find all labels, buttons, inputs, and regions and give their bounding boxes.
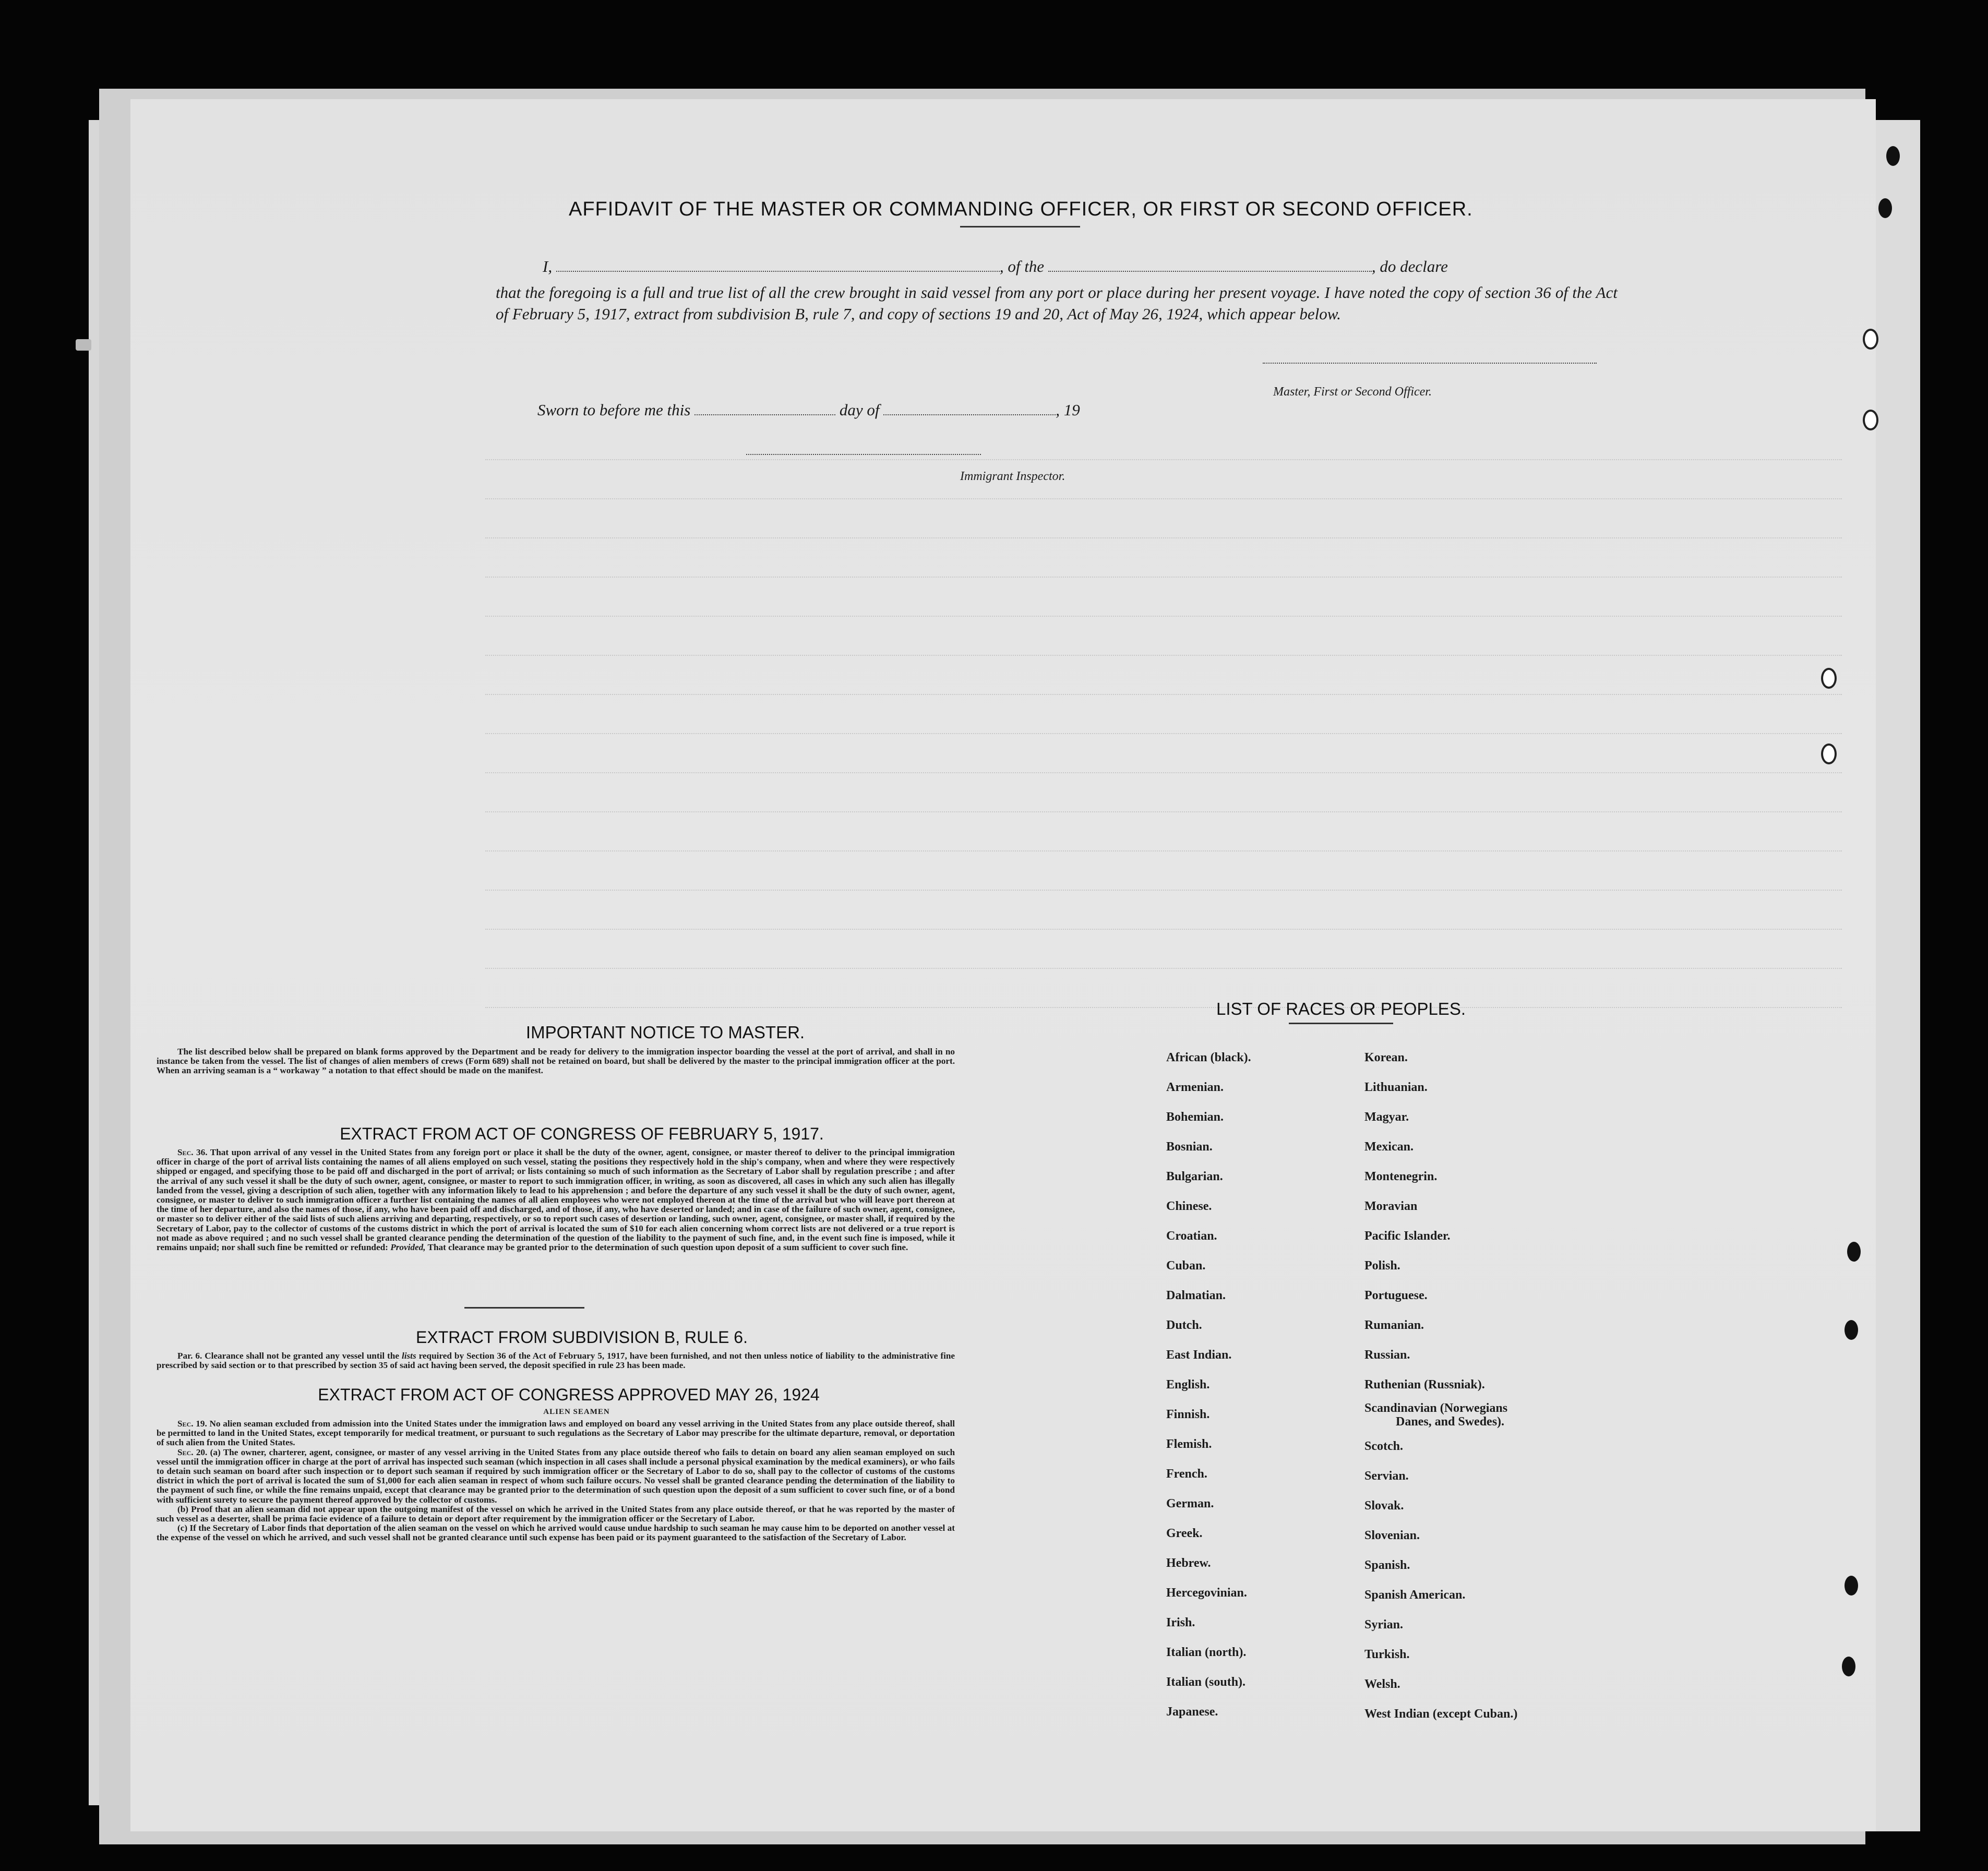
paper-tab	[76, 339, 91, 351]
notice-body: The list described below shall be prepared on blank forms approved by the Department and be ready for delivery to the immigration inspector boarding the vessel at the port of arrival, and shall in no instance be taken from the vessel. The list of changes of alien members of crews (Form 689) shall not be retained on board, but shall be delivered by the master to the principal immigration officer at the port. When an arriving seaman is a “ workaway ” a notation to that effect should be made on the manifest.	[157, 1047, 955, 1076]
affidavit-title: AFFIDAVIT OF THE MASTER OR COMMANDING OFFICER, OR FIRST OR SECOND OFFICER.	[569, 198, 1473, 220]
extract-rule6-body	[157, 1351, 955, 1370]
race-item: Japanese.	[1166, 1705, 1218, 1719]
race-item: Lithuanian.	[1364, 1081, 1428, 1094]
name-blank[interactable]	[556, 271, 1000, 272]
race-item: English.	[1166, 1378, 1210, 1392]
bleed-through-rows	[485, 459, 1842, 1046]
race-item: Chinese.	[1166, 1200, 1212, 1213]
rule6-text-pre: Par. 6. Clearance shall not be granted any vessel until the	[177, 1351, 399, 1361]
proviso-label: Provided,	[390, 1242, 426, 1253]
extract-rule6-title: EXTRACT FROM SUBDIVISION B, RULE 6.	[416, 1328, 748, 1347]
binding-hole	[1821, 668, 1837, 689]
race-item	[1364, 1399, 1517, 1431]
race-item: West Indian (except Cuban.)	[1364, 1707, 1518, 1721]
title-rule	[960, 226, 1080, 227]
race-item: French.	[1166, 1467, 1207, 1481]
race-item: Magyar.	[1364, 1110, 1409, 1124]
race-item: Russian.	[1364, 1348, 1410, 1362]
section-20a	[157, 1448, 955, 1505]
race-item: Italian (south).	[1166, 1675, 1246, 1689]
section-19	[157, 1419, 955, 1448]
extract-1917-body	[157, 1148, 955, 1252]
proviso-text: That clearance may be granted prior to the determination of such question upon deposit of a sum sufficient to cover such fine.	[427, 1242, 908, 1253]
race-item: Slovak.	[1364, 1499, 1404, 1513]
affidavit-paragraph: that the foregoing is a full and true list of all the crew brought in said vessel from any port or place during her present voyage. I have noted the copy of section 36 of the Act of February 5, 1917, extract from subdivision B, rule 7, and copy of sections 19 and 20, Act of May 26, 1924, which appear below.	[496, 283, 1618, 323]
races-title: LIST OF RACES OR PEOPLES.	[1216, 999, 1466, 1018]
section-20b: (b) Proof that an alien seaman did not appear upon the outgoing manifest of the vessel on which he arrived in the United States from any place outside thereof, or that he was reported by the master of such vessel as a deserter, shall be prima facie evidence of a failure to detain or deport after requirement by the immigration officer or the Secretary of Labor.	[157, 1504, 955, 1524]
day-blank[interactable]	[694, 414, 835, 415]
race-item: Flemish.	[1166, 1437, 1212, 1451]
section-20-label: Sec. 20.	[177, 1447, 208, 1457]
race-item: Spanish.	[1364, 1558, 1410, 1572]
sworn-year: , 19	[1056, 401, 1080, 419]
race-item: Cuban.	[1166, 1259, 1206, 1273]
race-item: Scotch.	[1364, 1440, 1403, 1453]
binding-hole	[1847, 1242, 1861, 1262]
race-item: Rumanian.	[1364, 1318, 1424, 1332]
month-blank[interactable]	[883, 414, 1056, 415]
race-item: Italian (north).	[1166, 1646, 1247, 1659]
race-item: African (black).	[1166, 1051, 1251, 1064]
race-item: Korean.	[1364, 1051, 1408, 1064]
binding-hole	[1878, 198, 1892, 218]
section-36-text: That upon arrival of any vessel in the United States from any foreign port or place it shall be the duty of the owner, agent, consignee, or master thereof to deliver to the principal immigration officer in charge of the port of arrival lists containing the names of all aliens employed on such vessel, stating the positions they respectively hold in the ship's company, when and where they were respectively shipped or engaged, and specifying those to be paid off and discharged in the port of arrival; or lists containing so much of such information as the Secretary of Labor shall by regulation prescribe ; and after the arrival of any such vessel it shall be the duty of such owner, agent, consignee, or master to report to such immigration officer, in writing, as soon as discovered, all cases in which any such alien has illegally landed from the vessel, giving a description of such alien, together with any information likely to lead to his apprehension ; and before the departure of any such vessel it shall be the duty of such owner, agent, consignee, or master to deliver to such immigration officer a further list containing the names of all alien employees who were not employed thereon at the time of the arrival but who will leave port thereon at the time of her departure, and also the names of those, if any, who have been paid off and discharged, and of those, if any, who have deserted or landed; and in case of the failure of such owner, agent, consignee, or master so to deliver either of the said lists of such aliens arriving and departing, respectively, or so to report such cases of desertion or landing, such owner, agent, consignee, or master shall, if required by the Secretary of Labor, pay to the collector of customs of the customs district in which the port of arrival is located the sum of $10 for each alien concerning whom correct lists are not delivered or a true report is not made as above required ; and no such vessel shall be granted clearance pending the determination of the question of the liability to the payment of such fine, and, in the event such fine is imposed, while it remains unpaid; nor shall such fine be remitted or refunded:	[157, 1147, 955, 1253]
binding-hole	[1863, 410, 1878, 430]
races-column-right	[1364, 1042, 1517, 1729]
races-rule	[1289, 1023, 1393, 1024]
races-column-left	[1166, 1042, 1251, 1726]
race-item: Polish.	[1364, 1259, 1400, 1273]
extract-1917-title: EXTRACT FROM ACT OF CONGRESS OF FEBRUARY 5, 1917.	[340, 1124, 824, 1143]
race-item: Dalmatian.	[1166, 1289, 1226, 1302]
race-item: Hercegovinian.	[1166, 1586, 1247, 1600]
race-item: Bosnian.	[1166, 1140, 1213, 1154]
affidavit-of-the: , of the	[999, 257, 1045, 275]
rule6-lists: lists	[401, 1351, 416, 1361]
race-item: Spanish American.	[1364, 1588, 1466, 1602]
race-item: Portuguese.	[1364, 1289, 1428, 1302]
section-20a-text: (a) The owner, charterer, agent, consignee, or master of any vessel arriving in the United States from any place outside thereof who fails to detain on board any alien seaman employed on such vessel until the immigration officer in charge at the port of arrival has inspected such seaman (which inspection in all cases shall include a personal physical examination by the medical examiners), or who fails to detain such seaman on board after such inspection or to deport such seaman if required by such immigration officer or the Secretary of Labor to do so, shall pay to the collector of customs of the customs district in which the port of arrival is located the sum of $1,000 for each alien seaman in respect of whom such failure occurs. No vessel shall be granted clearance pending the determination of the liability to the payment of such fine, or while the fine remains unpaid, except that clearance may be granted prior to the determination of such question upon the deposit of a sum sufficient to cover such fine, or of a bond with sufficient surety to secure the payment thereof approved by the collector of customs.	[157, 1447, 955, 1505]
section-19-label: Sec. 19.	[177, 1419, 207, 1429]
race-item: Slovenian.	[1364, 1529, 1420, 1542]
race-item: Pacific Islander.	[1364, 1229, 1451, 1243]
race-item: Welsh.	[1364, 1677, 1400, 1691]
race-item: Moravian	[1364, 1200, 1418, 1213]
race-item: Servian.	[1364, 1469, 1409, 1483]
race-item: East Indian.	[1166, 1348, 1232, 1362]
race-item: Irish.	[1166, 1616, 1195, 1629]
sworn-line	[537, 399, 1612, 421]
extract-1924-subtitle: ALIEN SEAMEN	[543, 1408, 610, 1416]
sworn-prefix: Sworn to before me this	[537, 401, 691, 419]
section-36-label: Sec. 36.	[177, 1147, 208, 1157]
race-item: Mexican.	[1364, 1140, 1414, 1154]
document-page	[130, 99, 1876, 1831]
notice-title: IMPORTANT NOTICE TO MASTER.	[525, 1023, 805, 1042]
section-19-text: No alien seaman excluded from admission into the United States under the immigration laws and employed on board any vessel arriving in the United States from any place outside thereof, shall be permitted to land in the United States, except temporarily for medical treatment, or pursuant to such regulations as the Secretary of Labor may prescribe for the ultimate departure, removal, or deportation of such alien from the United States.	[157, 1419, 955, 1448]
race-item: Ruthenian (Russniak).	[1364, 1378, 1485, 1392]
affidavit-i: I,	[543, 257, 553, 275]
binding-hole	[1842, 1657, 1855, 1676]
binding-hole	[1886, 146, 1900, 166]
race-item: Croatian.	[1166, 1229, 1217, 1243]
race-item-line: Scandinavian (Norwegians	[1364, 1401, 1508, 1415]
extract-1924-title: EXTRACT FROM ACT OF CONGRESS APPROVED MAY 26, 1924	[318, 1385, 820, 1404]
binding-hole	[1863, 329, 1878, 350]
binding-hole	[1845, 1576, 1858, 1596]
race-item: Armenian.	[1166, 1081, 1224, 1094]
section-rule	[464, 1307, 584, 1309]
race-item: Greek.	[1166, 1527, 1203, 1540]
race-item: Turkish.	[1364, 1648, 1410, 1661]
signature-line[interactable]	[1263, 363, 1597, 364]
vessel-blank[interactable]	[1048, 271, 1372, 272]
binding-hole	[1845, 1320, 1858, 1340]
race-item: Hebrew.	[1166, 1556, 1211, 1570]
sworn-day-of: day of	[839, 401, 880, 419]
affidavit-declaration-line	[543, 256, 1618, 278]
signature-caption: Master, First or Second Officer.	[1273, 385, 1432, 399]
race-item: Finnish.	[1166, 1408, 1210, 1421]
rule6-text-post: required by Section 36 of the Act of February 5, 1917, have been furnished, and not then unless notice of liability to the administrative fine prescribed by said section or to that prescribed by section 35 of said act having been served, the deposit specified in rule 23 has been made.	[157, 1351, 955, 1371]
race-item: Bohemian.	[1166, 1110, 1224, 1124]
race-item: Syrian.	[1364, 1618, 1404, 1632]
race-item: Montenegrin.	[1364, 1170, 1438, 1183]
race-item: Bulgarian.	[1166, 1170, 1223, 1183]
inspector-signature-line[interactable]	[746, 454, 981, 455]
extract-1924-body	[157, 1419, 955, 1543]
inspector-caption: Immigrant Inspector.	[960, 470, 1065, 483]
binding-hole	[1821, 743, 1837, 764]
race-item: Dutch.	[1166, 1318, 1202, 1332]
affidavit-do-declare: , do declare	[1371, 257, 1448, 275]
race-item: German.	[1166, 1497, 1214, 1510]
race-item-line: Danes, and Swedes).	[1396, 1415, 1505, 1429]
section-20c: (c) If the Secretary of Labor finds that deportation of the alien seaman on the vessel on which he arrived would cause undue hardship to such seaman he may cause him to be deported on another vessel at the expense of the vessel on which he arrived, and such vessel shall not be granted clearance until such expense has been paid or its payment guaranteed to the satisfaction of the Secretary of Labor.	[157, 1523, 955, 1543]
